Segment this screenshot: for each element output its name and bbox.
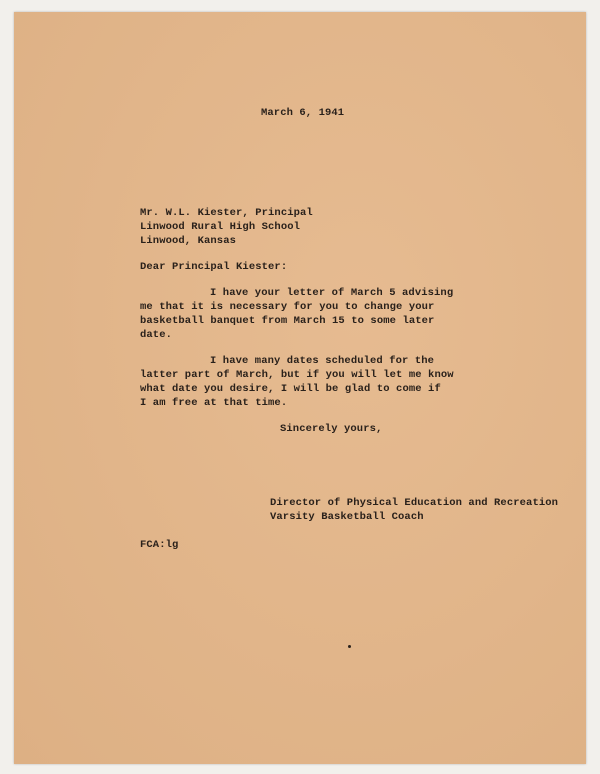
recipient-line-3: Linwood, Kansas [140, 235, 237, 247]
paragraph2-line-4: I am free at that time. [140, 397, 288, 409]
signature-title-line-1: Director of Physical Education and Recreation [270, 497, 559, 509]
paragraph2-line-2: latter part of March, but if you will let me know [140, 369, 454, 381]
paragraph1-line-2: me that it is necessary for you to change your [140, 301, 435, 313]
paragraph2-line-3: what date you desire, I will be glad to come if [140, 383, 441, 395]
paper-speck [348, 645, 351, 648]
paragraph1-line-3: basketball banquet from March 15 to some later [140, 315, 435, 327]
paragraph1-line-1: I have your letter of March 5 advising [210, 287, 454, 299]
letter-date: March 6, 1941 [261, 107, 345, 119]
paragraph2-line-1: I have many dates scheduled for the [210, 355, 435, 367]
signature-title-line-2: Varsity Basketball Coach [270, 511, 424, 523]
paragraph1-line-4: date. [140, 329, 173, 341]
salutation: Dear Principal Kiester: [140, 261, 288, 273]
recipient-line-1: Mr. W.L. Kiester, Principal [140, 207, 313, 219]
letter-page [14, 12, 586, 764]
closing: Sincerely yours, [280, 423, 383, 435]
typist-initials: FCA:lg [140, 539, 179, 551]
recipient-line-2: Linwood Rural High School [140, 221, 301, 233]
